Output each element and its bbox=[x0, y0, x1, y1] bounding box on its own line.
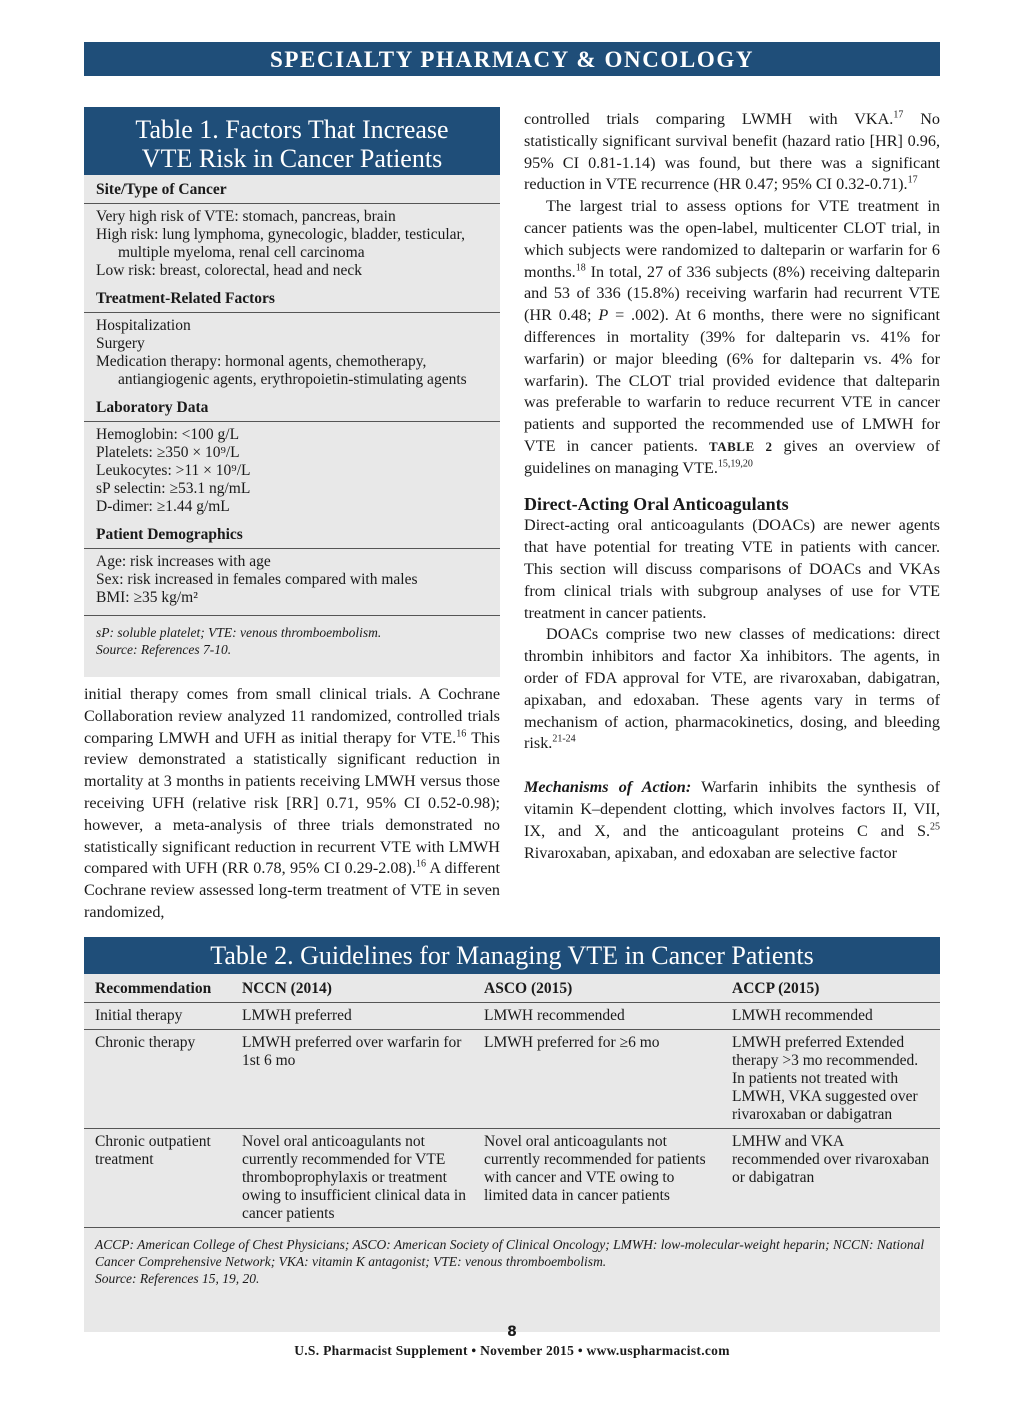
table-1-item: Low risk: breast, colorectal, head and neck bbox=[96, 262, 362, 279]
reference: 21-24 bbox=[552, 733, 576, 745]
table-1-item: Very high risk of VTE: stomach, pancreas, brain bbox=[96, 208, 396, 225]
reference: 15,19,20 bbox=[717, 458, 753, 470]
table-1-item: Medication therapy: hormonal agents, chemotherapy, antiangiogenic agents, erythropoietin-stimulating agents bbox=[96, 353, 467, 388]
section-heading: Direct-Acting Oral Anticoagulants bbox=[524, 493, 789, 514]
table-1 bbox=[84, 107, 500, 677]
paragraph-2 bbox=[524, 196, 940, 479]
table-1-section-heading: Laboratory Data bbox=[84, 393, 500, 422]
paragraph-5 bbox=[524, 777, 940, 864]
text: initial therapy comes from small clinical trials. A Cochrane Collaboration review analyzed 11 randomized, controlled trials comparing LMWH and UFH as initial therapy for VTE. bbox=[84, 685, 500, 747]
reference: 16 bbox=[416, 858, 426, 870]
table-2-title: Table 2. Guidelines for Managing VTE in Cancer Patients bbox=[84, 937, 940, 974]
table-1-item: sP selectin: ≥53.1 ng/mL bbox=[96, 480, 251, 497]
table-cell: Novel oral anticoagulants not currently recommended for VTE thromboprophylaxis or treatment owing to insufficient clinical data in cancer patients bbox=[231, 1129, 473, 1228]
table-1-section-heading: Site/Type of Cancer bbox=[84, 175, 500, 204]
column-header: ASCO (2015) bbox=[473, 974, 721, 1003]
text: controlled trials comparing LWMH with VKA. bbox=[524, 110, 894, 128]
table-2-abbreviations: ACCP: American College of Chest Physicians; ASCO: American Society of Clinical Oncology; LMWH: low-molecular-weight heparin; NCCN: National Cancer Comprehensive Network; VKA: vitamin K antagonist; VTE: venous thromboembolism. bbox=[95, 1237, 925, 1269]
text: This review demonstrated a statistically significant reduction in mortality at 3 months in patients receiving LMWH versus those receiving UFH (relative risk [RR] 0.71, 95% CI 0.52-0.98); however, a meta-analysis of three trials demonstrated no statistically significant reduction in recurrent VTE with LMWH compared with UFH (RR 0.78, 95% CI 0.29-2.08). bbox=[84, 728, 500, 878]
table-cell: LMWH recommended bbox=[473, 1003, 721, 1030]
table-1-item: Age: risk increases with age bbox=[96, 553, 271, 570]
table-2 bbox=[84, 937, 940, 1332]
column-header: ACCP (2015) bbox=[721, 974, 940, 1003]
table-1-item: BMI: ≥35 kg/m² bbox=[96, 589, 198, 606]
table-2-source: Source: References 15, 19, 20. bbox=[95, 1271, 260, 1286]
left-paragraph bbox=[84, 684, 500, 924]
right-column bbox=[524, 109, 940, 864]
table-cell: LMWH preferred over warfarin for 1st 6 mo bbox=[231, 1030, 473, 1129]
table-1-item: Hospitalization bbox=[96, 317, 191, 334]
section-banner: SPECIALTY PHARMACY & ONCOLOGY bbox=[84, 42, 940, 76]
text: A different Cochrane review assessed long-term treatment of VTE in seven randomized, bbox=[84, 859, 500, 921]
text: The largest trial to assess options for VTE treatment in cancer patients was the open-label, multicenter CLOT trial, in which subjects were randomized to dalteparin or warfarin for 6 months. bbox=[524, 197, 940, 281]
reference: 18 bbox=[575, 262, 586, 274]
text: gives an overview of guidelines on managing VTE. bbox=[524, 436, 940, 477]
table-1-body bbox=[84, 175, 500, 611]
table-cell: Initial therapy bbox=[84, 1003, 231, 1030]
table-row bbox=[84, 1003, 940, 1030]
table-1-abbreviations: sP: soluble platelet; VTE: venous thromboembolism. bbox=[96, 625, 382, 640]
table-1-section-list bbox=[84, 422, 500, 520]
table-1-section-list bbox=[84, 313, 500, 393]
paragraph-3: Direct-acting oral anticoagulants (DOACs) are newer agents that have potential for treating VTE in patients with cancer. This section will discuss comparisons of DOACs and VKAs from clinical trials with subgroup analyses of use for VTE treatment in cancer patients. bbox=[524, 516, 940, 622]
table-reference: TABLE 2 bbox=[709, 438, 773, 454]
page-number: 8 bbox=[507, 1324, 517, 1340]
text: Warfarin inhibits the synthesis of vitamin K–dependent clotting, which involves factors II, VII, IX, and X, and the anticoagulant proteins C and S. bbox=[524, 778, 940, 840]
table-1-section-heading: Patient Demographics bbox=[84, 520, 500, 549]
subheading: Mechanisms of Action: bbox=[524, 778, 692, 797]
text: No statistically significant survival benefit (hazard ratio [HR] 0.96, 95% CI 0.81-1.14) was found, but there was a significant reduction in VTE recurrence (HR 0.47; 95% CI 0.32-0.71). bbox=[524, 110, 940, 194]
column-header: Recommendation bbox=[84, 974, 231, 1003]
table-header-row bbox=[84, 974, 940, 1003]
table-cell: LMWH recommended bbox=[721, 1003, 940, 1030]
table-1-footnote bbox=[84, 615, 500, 658]
left-column bbox=[84, 684, 500, 924]
page-footer: U.S. Pharmacist Supplement • November 2015 • www.uspharmacist.com bbox=[294, 1343, 730, 1358]
reference: 17 bbox=[907, 175, 918, 186]
table-cell: LMHW and VKA recommended over rivaroxaban or dabigatran bbox=[721, 1129, 940, 1228]
table-row bbox=[84, 1030, 940, 1129]
column-header: NCCN (2014) bbox=[231, 974, 473, 1003]
table-cell: Novel oral anticoagulants not currently recommended for patients with cancer and VTE owing to limited data in cancer patients bbox=[473, 1129, 721, 1228]
paragraph-4 bbox=[524, 624, 940, 755]
table-1-item: Sex: risk increased in females compared with males bbox=[96, 571, 418, 588]
table-row bbox=[84, 1129, 940, 1228]
table-1-item: Surgery bbox=[96, 335, 145, 352]
reference: 16 bbox=[456, 728, 467, 740]
table-1-item: D-dimer: ≥1.44 g/mL bbox=[96, 498, 230, 515]
table-1-item: Platelets: ≥350 × 10⁹/L bbox=[96, 444, 240, 461]
paragraph-1 bbox=[524, 109, 940, 196]
p-value-symbol: P bbox=[598, 306, 609, 325]
table-1-title-line1: Table 1. Factors That Increase bbox=[135, 115, 449, 144]
table-1-title-line2: VTE Risk in Cancer Patients bbox=[141, 144, 443, 173]
table-1-item: High risk: lung lymphoma, gynecologic, bladder, testicular, multiple myeloma, renal cell carcinoma bbox=[96, 226, 465, 261]
text: DOACs comprise two new classes of medications: direct thrombin inhibitors and factor Xa inhibitors. The agents, in order of FDA approval for VTE, are rivaroxaban, dabigatran, apixaban, and edoxaban. These agents vary in terms of mechanism of action, pharmacokinetics, dosing, and bleeding risk. bbox=[524, 625, 940, 753]
table-cell: Chronic outpatient treatment bbox=[84, 1129, 231, 1228]
table-cell: Chronic therapy bbox=[84, 1030, 231, 1129]
text: In total, 27 of 336 subjects (8%) receiving dalteparin and 53 of 336 (15.8%) receiving warfarin had recurrent VTE (HR 0.48; bbox=[524, 262, 940, 325]
table-cell: LMWH preferred bbox=[231, 1003, 473, 1030]
table-1-section-list bbox=[84, 204, 500, 284]
table-1-item: Leukocytes: >11 × 10⁹/L bbox=[96, 462, 251, 479]
guidelines-table bbox=[84, 974, 940, 1228]
table-1-section-list bbox=[84, 549, 500, 611]
reference: 17 bbox=[893, 109, 904, 121]
table-1-section-heading: Treatment-Related Factors bbox=[84, 284, 500, 313]
table-2-footnote bbox=[84, 1228, 940, 1287]
table-1-source: Source: References 7-10. bbox=[96, 642, 232, 657]
text: = .002). At 6 months, there were no significant differences in mortality (39% for dalteparin vs. 41% for warfarin) or major bleeding (6% for dalteparin vs. 4% for warfarin). The CLOT trial provided evidence that dalteparin was preferable to warfarin to reduce recurrent VTE in cancer patients and supported the recommended use of LMWH for VTE in cancer patients. bbox=[524, 306, 940, 455]
reference: 25 bbox=[930, 821, 940, 833]
table-1-item: Hemoglobin: <100 g/L bbox=[96, 426, 240, 443]
table-1-title bbox=[84, 107, 500, 175]
table-cell: LMWH preferred Extended therapy >3 mo recommended. In patients not treated with LMWH, VKA suggested over rivaroxaban or dabigatran bbox=[721, 1030, 940, 1129]
text: Rivaroxaban, apixaban, and edoxaban are selective factor bbox=[524, 843, 898, 862]
table-cell: LMWH preferred for ≥6 mo bbox=[473, 1030, 721, 1129]
